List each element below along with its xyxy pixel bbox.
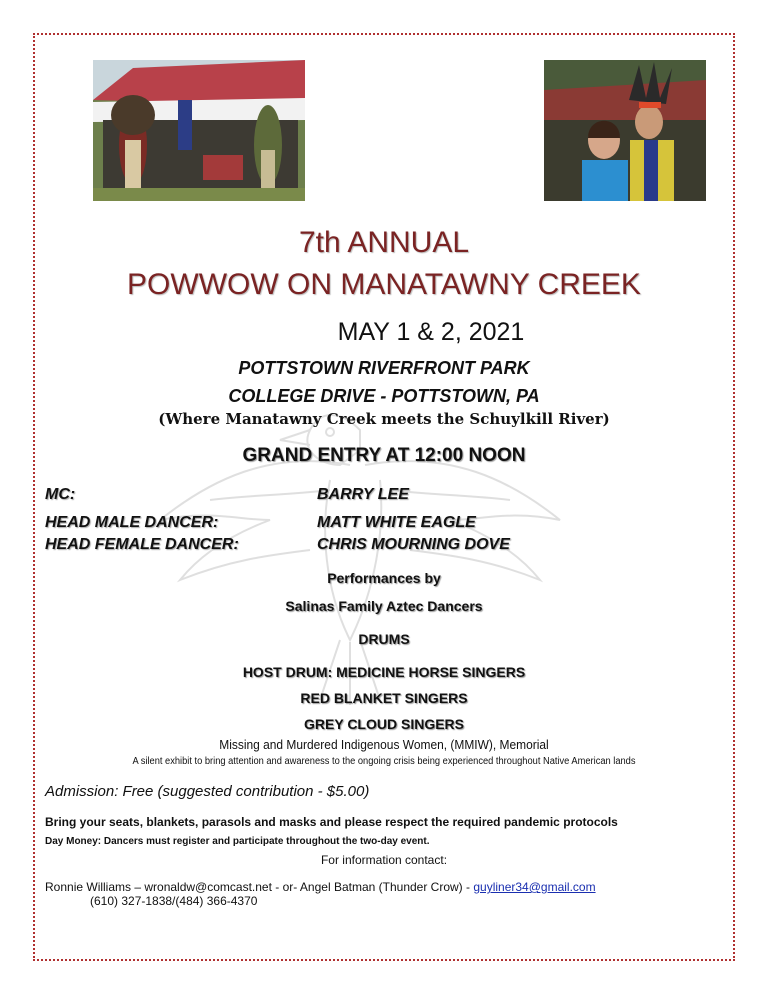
role-name-head-female: CHRIS MOURNING DOVE — [317, 536, 510, 553]
role-name-head-male: MATT WHITE EAGLE — [317, 514, 476, 531]
drum-red-blanket: RED BLANKET SINGERS — [300, 690, 468, 706]
admission: Admission: Free (suggested contribution - $5.00) — [45, 783, 370, 800]
grand-entry: GRAND ENTRY AT 12:00 NOON — [242, 445, 526, 466]
venue-address: COLLEGE DRIVE - POTTSTOWN, PA — [228, 386, 540, 406]
bring-notice: Bring your seats, blankets, parasols and masks and please respect the required pandemic protocols — [45, 815, 618, 829]
memorial-description: A silent exhibit to bring attention and awareness to the ongoing crisis being experienced throughout Native American lands — [132, 756, 636, 767]
phone-numbers: (610) 327-1838/(484) 366-4370 — [90, 894, 258, 908]
role-label-mc: MC: — [45, 486, 76, 503]
photo-couple-regalia — [544, 60, 706, 201]
mmiw-memorial: Missing and Murdered Indigenous Women, (MMIW), Memorial — [219, 737, 549, 752]
info-label: For information contact: — [320, 853, 448, 867]
title-line-1: 7th ANNUAL — [298, 226, 470, 259]
contact-line — [45, 880, 596, 894]
performances-label: Performances by — [327, 570, 441, 586]
day-money: Day Money: Dancers must register and participate throughout the two-day event. — [45, 836, 430, 847]
event-dates: MAY 1 & 2, 2021 — [337, 318, 525, 346]
role-label-head-female: HEAD FEMALE DANCER: — [45, 536, 239, 553]
title-line-2: POWWOW ON MANATAWNY CREEK — [127, 268, 641, 301]
role-name-mc: BARRY LEE — [317, 486, 409, 503]
photo-dancers-tent — [93, 60, 305, 201]
role-label-head-male: HEAD MALE DANCER: — [45, 514, 219, 531]
venue-note: (Where Manatawny Creek meets the Schuylkill River) — [158, 410, 610, 428]
host-drum: HOST DRUM: MEDICINE HORSE SINGERS — [242, 664, 526, 680]
venue-name: POTTSTOWN RIVERFRONT PARK — [238, 358, 530, 378]
contact-prefix: Ronnie Williams – wronaldw@comcast.net - or- Angel Batman (Thunder Crow) - — [45, 880, 474, 894]
performers: Salinas Family Aztec Dancers — [285, 598, 483, 614]
drum-grey-cloud: GREY CLOUD SINGERS — [304, 716, 464, 732]
drums-label: DRUMS — [358, 631, 410, 647]
contact-email-link[interactable]: guyliner34@gmail.com — [473, 880, 596, 894]
